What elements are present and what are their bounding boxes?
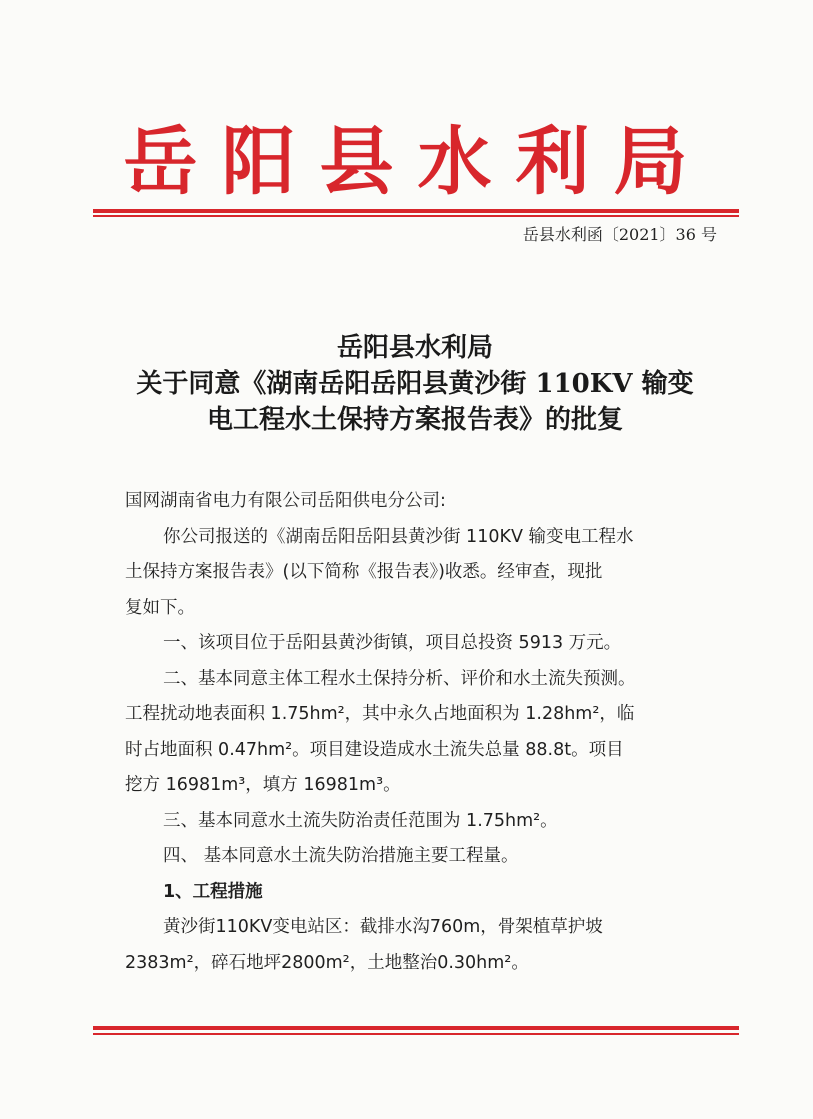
footer-rule-thick bbox=[93, 1026, 739, 1030]
item-1: 一、该项目位于岳阳县黄沙街镇，项目总投资 5913 万元。 bbox=[163, 633, 622, 653]
recipient-line: 国网湖南省电力有限公司岳阳供电分公司: bbox=[125, 491, 446, 511]
subheading-engineering-measures: 1、工程措施 bbox=[163, 881, 263, 902]
header-rule-thin bbox=[93, 215, 739, 217]
measure-line-2: 2383m²，碎石地坪2800m²，土地整治0.30hm²。 bbox=[125, 952, 529, 973]
item-2-line-3: 时占地面积 0.47hm²。项目建设造成水土流失总量 88.8t。项目 bbox=[125, 739, 624, 760]
title-line-2: 关于同意《湖南岳阳岳阳县黄沙街 110KV 输变 bbox=[136, 369, 694, 399]
intro-line-1: 你公司报送的《湖南岳阳岳阳县黄沙街 110KV 输变电工程水 bbox=[163, 526, 634, 547]
header-rule-thick bbox=[93, 209, 739, 213]
document-body bbox=[125, 484, 745, 981]
footer-rule-thin bbox=[93, 1033, 739, 1035]
title-line-3: 电工程水土保持方案报告表》的批复 bbox=[206, 405, 623, 435]
item-2-line-2: 工程扰动地表面积 1.75hm²，其中永久占地面积为 1.28hm²，临 bbox=[125, 704, 635, 724]
intro-line-2: 土保持方案报告表》(以下简称《报告表》)收悉。经审查，现批 bbox=[125, 562, 603, 582]
issuing-organization-header: 岳阳县水利局 bbox=[123, 119, 712, 205]
document-title bbox=[90, 330, 740, 438]
item-3: 三、基本同意水土流失防治责任范围为 1.75hm²。 bbox=[163, 810, 558, 831]
measure-line-1: 黄沙街110KV变电站区：截排水沟760m，骨架植草护坡 bbox=[163, 917, 603, 937]
item-2-line-1: 二、基本同意主体工程水土保持分析、评价和水土流失预测。 bbox=[163, 668, 636, 689]
document-number: 岳县水利函〔2021〕36 号 bbox=[522, 225, 717, 244]
item-4: 四、 基本同意水土流失防治措施主要工程量。 bbox=[163, 846, 519, 866]
item-2-line-4: 挖方 16981m³，填方 16981m³。 bbox=[125, 775, 401, 795]
title-line-1: 岳阳县水利局 bbox=[336, 333, 493, 363]
intro-line-3: 复如下。 bbox=[125, 597, 195, 618]
